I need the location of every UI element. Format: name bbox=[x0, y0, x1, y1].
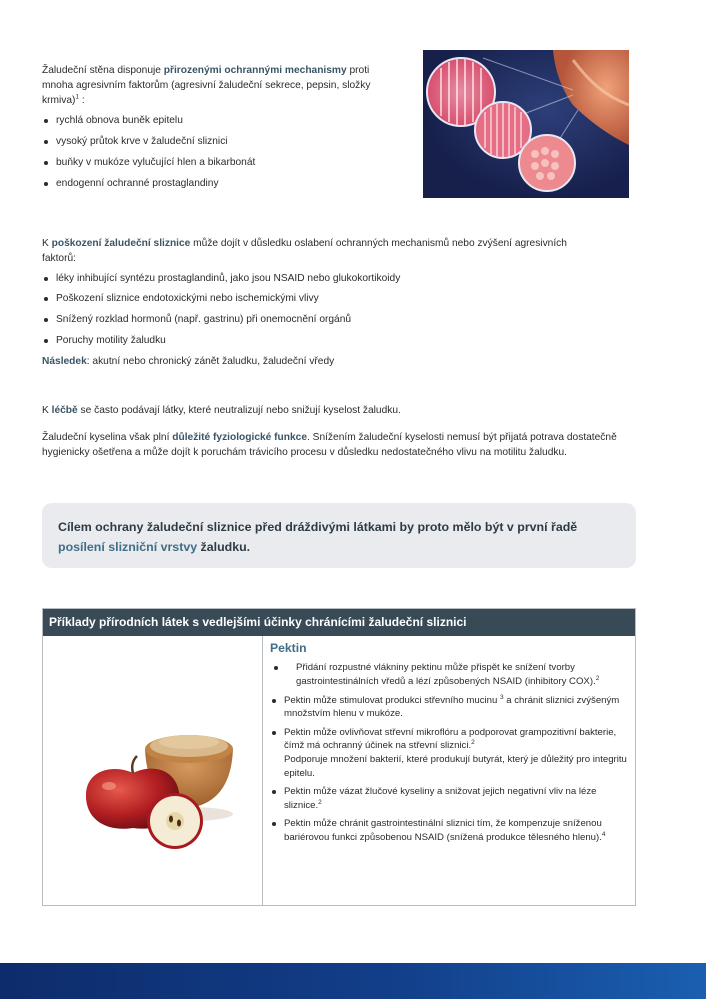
protective-mechanisms-section bbox=[42, 64, 372, 197]
consequence-label: Následek bbox=[42, 355, 87, 367]
protective-mechanisms-intro: Žaludeční stěna disponuje přirozenými ochrannými mechanismy proti mnoha agresivním faktorům (agresivní žaludeční sekrece, pepsin, složky krmiva)$^1$ : bbox=[42, 65, 371, 106]
highlight-protective-mechanisms: přirozenými ochrannými mechanismy bbox=[163, 65, 347, 76]
reference-mark: 3 bbox=[499, 693, 504, 701]
consequence-line: Následek: akutní nebo chronický zánět žaludku, žaludeční vředy bbox=[42, 355, 335, 367]
callout-accent: posílení slizniční vrstvy bbox=[58, 539, 198, 554]
reference-mark: 2 bbox=[318, 798, 322, 806]
list-item: Poškození sliznice endotoxickými nebo ischemickými vlivy bbox=[42, 292, 602, 307]
list-item: Pektin může chránit gastrointestinální sliznici tím, že kompenzuje sníženou bariérovou funkci způsobenou NSAID (snížená produkce tělesného hlenu).$^4$ bbox=[270, 817, 628, 844]
highlight-treatment: léčbě bbox=[51, 405, 78, 416]
callout-text: Cílem ochrany žaludeční sliznice před dráždivými látkami by proto mělo být v první řadě bbox=[58, 520, 578, 534]
list-item: Poruchy motility žaludku bbox=[42, 334, 602, 349]
treatment-section bbox=[42, 404, 642, 472]
highlight-mucosa-damage: poškození žaludeční sliznice bbox=[51, 238, 191, 249]
stomach-mucosa-image bbox=[423, 50, 629, 198]
mucosa-damage-section bbox=[42, 237, 602, 374]
footer-band bbox=[0, 963, 706, 999]
list-item: endogenní ochranné prostaglandiny bbox=[42, 177, 372, 192]
list-item: léky inhibující syntézu prostaglandinů, jako jsou NSAID nebo glukokortikoidy bbox=[42, 272, 602, 287]
mucosa-damage-intro: K poškození žaludeční sliznice může dojít v důsledku oslabení ochranných mechanismů nebo zvýšení agresivních faktorů: bbox=[42, 238, 567, 264]
stomach-mucosa-illustration bbox=[423, 50, 629, 198]
apple-pectin-image bbox=[43, 636, 262, 905]
table-header: Příklady přírodních látek s vedlejšími účinky chránícími žaludeční sliznici bbox=[43, 609, 635, 636]
treatment-paragraph: K léčbě se často podávají látky, které neutralizují nebo snižují kyselost žaludku. bbox=[42, 405, 401, 416]
reference-mark: 2 bbox=[595, 674, 600, 682]
acid-function-paragraph: Žaludeční kyselina však plní důležité fyziologické funkce. Snížením žaludeční kyselosti nemusí být přijatá potrava dostatečně hygienicky ošetřena a může dojít k poruchám trávicího procesu v důsledku nedostatečného vlivu na motilitu žaludku. bbox=[42, 431, 617, 458]
reference-mark: 4 bbox=[601, 830, 606, 838]
list-item: Pektin může ovlivňovat střevní mikroflóru a podporovat grampozitivní bakterie, čímž má ochranný účinek na střevní sliznici.$^2$ Podporuje množení bakterií, které produkují butyrát, který je důležitý pro integritu epitelu. bbox=[270, 726, 628, 780]
list-item: Pektin může vázat žlučové kyseliny a snižovat jejich negativní vliv na léze sliznice.$^2$ bbox=[270, 785, 628, 812]
list-item: rychlá obnova buněk epitelu bbox=[42, 114, 372, 129]
list-item: Přidání rozpustné vlákniny pektinu může přispět ke snížení tvorby gastrointestinálních vředů a lézí způsobených NSAID (inhibitory COX).$^2$ bbox=[270, 661, 628, 688]
damage-causes-list bbox=[42, 272, 602, 349]
pectin-description-cell bbox=[270, 640, 628, 850]
list-item: vysoký průtok krve v žaludeční sliznici bbox=[42, 135, 372, 150]
pectin-effects-list bbox=[270, 661, 628, 844]
highlight-physiological-functions: důležité fyziologické funkce bbox=[172, 431, 307, 443]
natural-substances-table bbox=[42, 608, 636, 906]
substance-title: Pektin bbox=[270, 641, 307, 655]
list-item: Pektin může stimulovat produkci střevního mucinu $^3$ a chránit sliznici zvýšeným množstvím hlenu v mukóze. bbox=[270, 694, 628, 721]
reference-mark: 2 bbox=[471, 739, 475, 747]
key-message-callout: Cílem ochrany žaludeční sliznice před dráždivými látkami by proto mělo být v první řadě posílení slizniční vrstvy žaludku. bbox=[42, 503, 636, 568]
protective-mechanisms-list bbox=[42, 114, 372, 191]
list-item: Snížený rozklad hormonů (např. gastrinu) při onemocnění orgánů bbox=[42, 313, 602, 328]
reference-mark: 1 bbox=[75, 93, 80, 101]
list-item: buňky v mukóze vylučující hlen a bikarbonát bbox=[42, 156, 372, 171]
pectin-image-cell bbox=[43, 636, 263, 905]
